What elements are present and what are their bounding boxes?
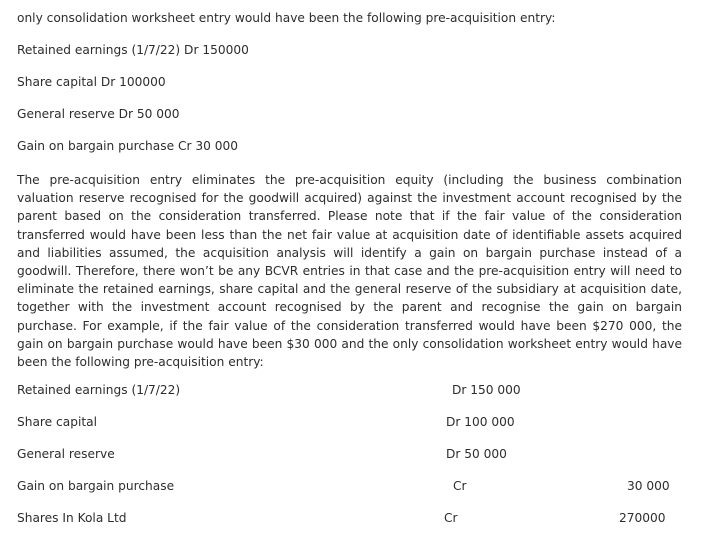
table-row-debit: Dr 150 000 (452, 383, 521, 397)
intro-entry-gain-on-bargain: Gain on bargain purchase Cr 30 000 (17, 139, 238, 153)
table-row-debit: Dr 50 000 (446, 447, 507, 461)
table-row-credit: 270000 (619, 511, 666, 525)
table-row-credit: 30 000 (627, 479, 670, 493)
table-row-account: Share capital (17, 415, 97, 429)
table-row-debit: Dr 100 000 (446, 415, 515, 429)
intro-entry-general-reserve: General reserve Dr 50 000 (17, 107, 180, 121)
intro-top-line: only consolidation worksheet entry would have been the following pre-acquisition entry: (17, 11, 556, 25)
intro-entry-retained-earnings: Retained earnings (1/7/22) Dr 150000 (17, 43, 249, 57)
table-row-account: Retained earnings (1/7/22) (17, 383, 181, 397)
table-row-debit: Cr (453, 479, 467, 493)
intro-entry-share-capital: Share capital Dr 100000 (17, 75, 166, 89)
table-row-account: General reserve (17, 447, 115, 461)
table-row-account: Shares In Kola Ltd (17, 511, 127, 525)
table-row-account: Gain on bargain purchase (17, 479, 175, 493)
explanation-paragraph: The pre-acquisition entry eliminates the pre-acquisition equity (including the business combination valuation reserve recognised for the goodwill acquired) against the investment account recognised by the parent based on the consideration transferred. Please note that if the fair value of the consideration transferred would have been less than the net fair value at acquisition date of identifiable assets acquired and liabilities assumed, the acquisition analysis will identify a gain on bargain purchase instead of a goodwill. Therefore, there won’t be any BCVR entries in that case and the pre-acquisition entry will need to eliminate the retained earnings, share capital and the general reserve of the subsidiary at acquisition date, together with the investment account recognised by the parent and recognise the gain on bargain purchase. For example, if the fair value of the consideration transferred would have been $270 000, the gain on bargain purchase would have been $30 000 and the only consolidation worksheet entry would have been the following pre-acquisition entry: (17, 173, 682, 370)
table-row-debit: Cr (444, 511, 458, 525)
